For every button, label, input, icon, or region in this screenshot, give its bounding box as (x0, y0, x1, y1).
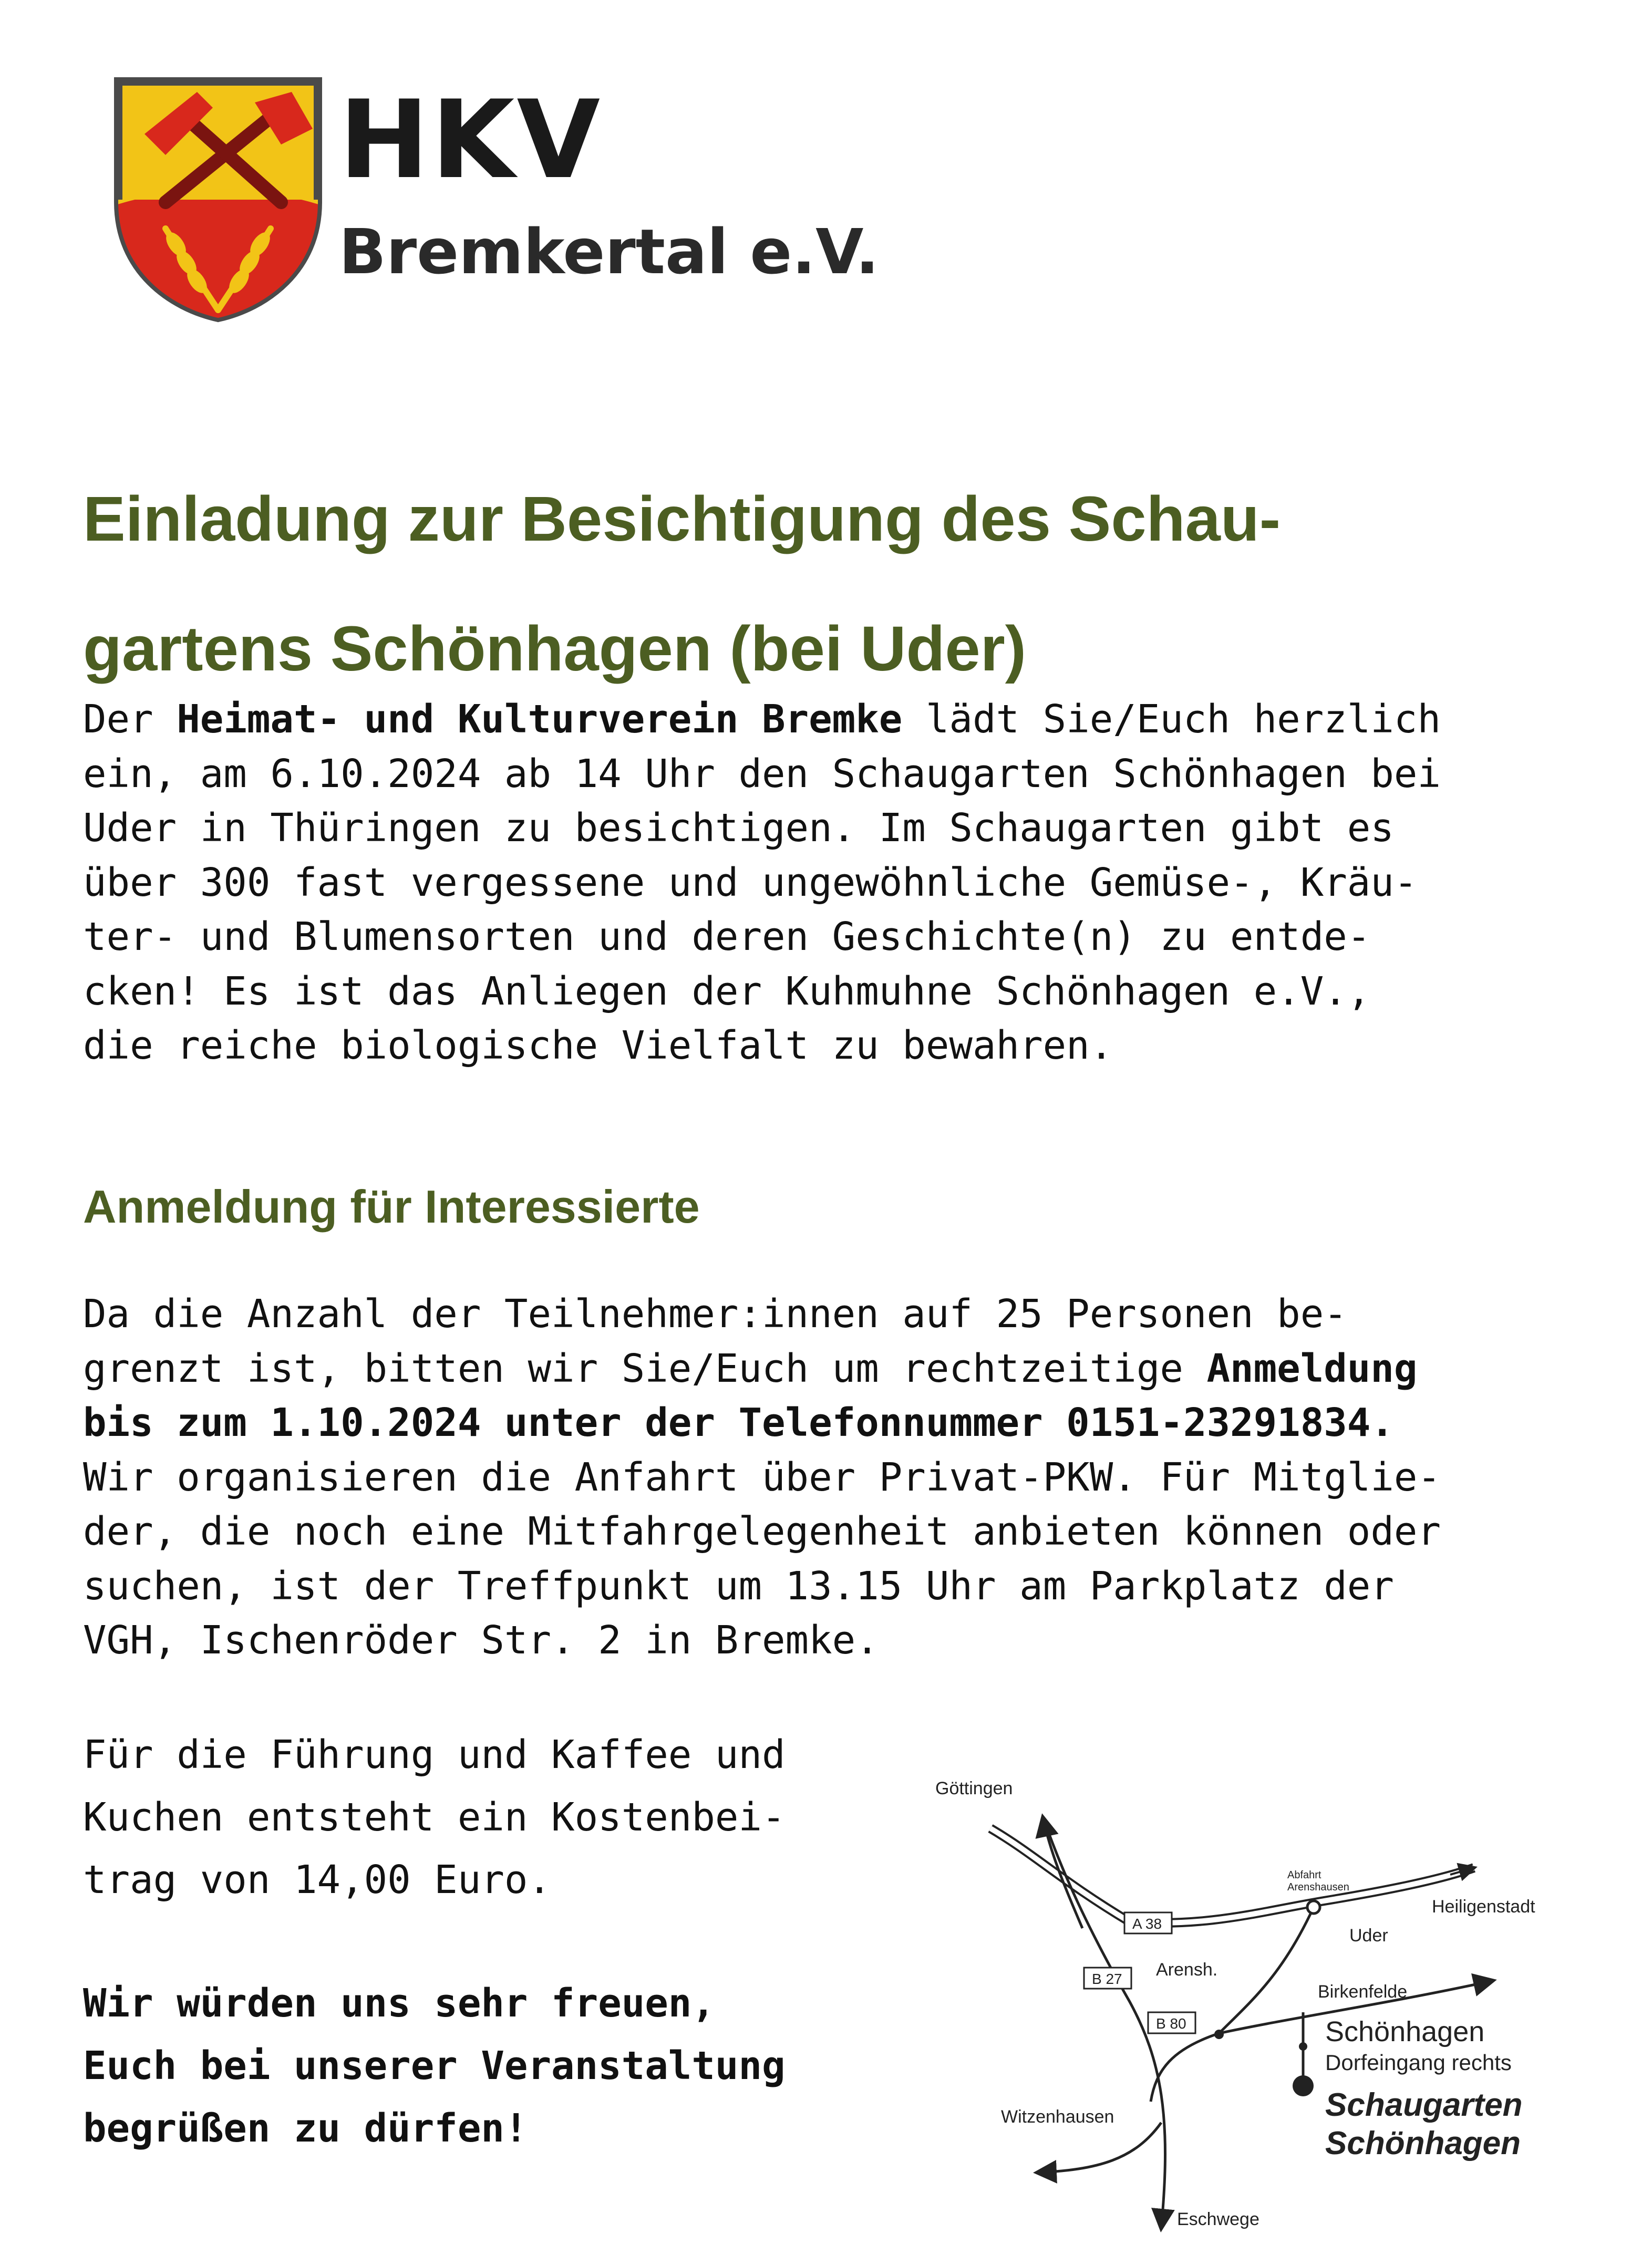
label-goettingen: Göttingen (935, 1778, 1013, 1798)
label-b27: B 27 (1092, 1971, 1122, 1987)
logo-subtitle: Bremkertal e.V. (339, 215, 880, 288)
page-title-line-1: Einladung zur Besichtigung des Schau- (83, 483, 1281, 554)
intro-line-3: Uder in Thüringen zu besichtigen. Im Schaugarten gibt es (83, 805, 1394, 851)
label-abfahrt-2: Arenshausen (1287, 1881, 1349, 1893)
registration-heading: Anmeldung für Interessierte (83, 1181, 700, 1233)
birkenfelde-dot (1299, 2042, 1307, 2051)
page-title (83, 454, 1607, 713)
intro-line-6: cken! Es ist das Anliegen der Kuhmuhne Schönhagen e.V., (83, 968, 1371, 1014)
label-eschwege: Eschwege (1177, 2209, 1259, 2229)
registration-line-6: suchen, ist der Treffpunkt um 13.15 Uhr am Parkplatz der (83, 1563, 1394, 1609)
label-schaugarten-1: Schaugarten (1325, 2087, 1523, 2123)
registration-bold: Anmeldung (1206, 1346, 1418, 1391)
label-schaugarten-2: Schönhagen (1325, 2125, 1521, 2161)
arensh-dot (1214, 2030, 1224, 2039)
registration-paragraph (83, 1287, 1441, 1668)
intro-paragraph (83, 692, 1441, 1073)
label-heiligenstadt: Heiligenstadt (1432, 1897, 1535, 1917)
registration-line-5: der, die noch eine Mitfahrgelegenheit anbieten können oder (83, 1509, 1441, 1554)
label-uder: Uder (1349, 1926, 1388, 1946)
label-birkenfelde: Birkenfelde (1318, 1982, 1408, 2002)
closing-line-2: Euch bei unserer Veranstaltung (83, 2043, 786, 2088)
label-arensh: Arensh. (1156, 1960, 1218, 1980)
logo-name: HKV (339, 78, 603, 203)
coat-of-arms-icon (108, 71, 328, 323)
road-abfahrt (1219, 1907, 1314, 2033)
logo (79, 60, 899, 328)
label-abfahrt-1: Abfahrt (1287, 1869, 1321, 1881)
label-dorfeingang: Dorfeingang rechts (1325, 2050, 1512, 2075)
club-name: Heimat- und Kulturverein Bremke (177, 697, 903, 742)
abfahrt-dot (1307, 1901, 1320, 1914)
road-witzenhausen (1038, 2123, 1161, 2173)
closing-line-1: Wir würden uns sehr freuen, (83, 1981, 715, 2026)
page-title-line-2: gartens Schönhagen (bei Uder) (83, 613, 1027, 684)
intro-line-4: über 300 fast vergessene und ungewöhnliche Gemüse-, Kräu- (83, 860, 1418, 905)
intro-line-5: ter- und Blumensorten und deren Geschichte(n) zu entde- (83, 914, 1371, 959)
label-b80: B 80 (1156, 2015, 1186, 2032)
cost-paragraph (83, 1724, 786, 1911)
registration-line-2 (83, 1342, 1441, 1397)
registration-text: grenzt ist, bitten wir Sie/Euch um rechtzeitige (83, 1346, 1207, 1391)
route-map (925, 1755, 1582, 2243)
closing-line-3: begrüßen zu dürfen! (83, 2106, 528, 2151)
label-a38: A 38 (1132, 1916, 1162, 1932)
cost-line-2: Kuchen entsteht ein Kostenbei- (83, 1795, 786, 1840)
registration-line-1: Da die Anzahl der Teilnehmer:innen auf 25 Personen be- (83, 1291, 1347, 1337)
intro-line-1 (83, 692, 1441, 747)
label-witzenhausen: Witzenhausen (1001, 2107, 1114, 2127)
registration-deadline: bis zum 1.10.2024 unter der Telefonnummer 0151-23291834. (83, 1400, 1394, 1445)
intro-text: Der (83, 697, 177, 742)
registration-line-4: Wir organisieren die Anfahrt über Privat-PKW. Für Mitglie- (83, 1454, 1441, 1500)
label-schoenhagen: Schönhagen (1325, 2016, 1485, 2047)
cost-line-3: trag von 14,00 Euro. (83, 1857, 552, 1902)
road-a38 (990, 1828, 1474, 1923)
registration-line-7: VGH, Ischenröder Str. 2 in Bremke. (83, 1618, 879, 1663)
schoenhagen-dot (1293, 2075, 1314, 2096)
cost-line-1: Für die Führung und Kaffee und (83, 1732, 786, 1777)
closing-paragraph (83, 1972, 786, 2160)
intro-line-2: ein, am 6.10.2024 ab 14 Uhr den Schaugarten Schönhagen bei (83, 751, 1441, 797)
intro-text: lädt Sie/Euch herzlich (902, 697, 1441, 742)
intro-line-7: die reiche biologische Vielfalt zu bewahren. (83, 1023, 1113, 1068)
